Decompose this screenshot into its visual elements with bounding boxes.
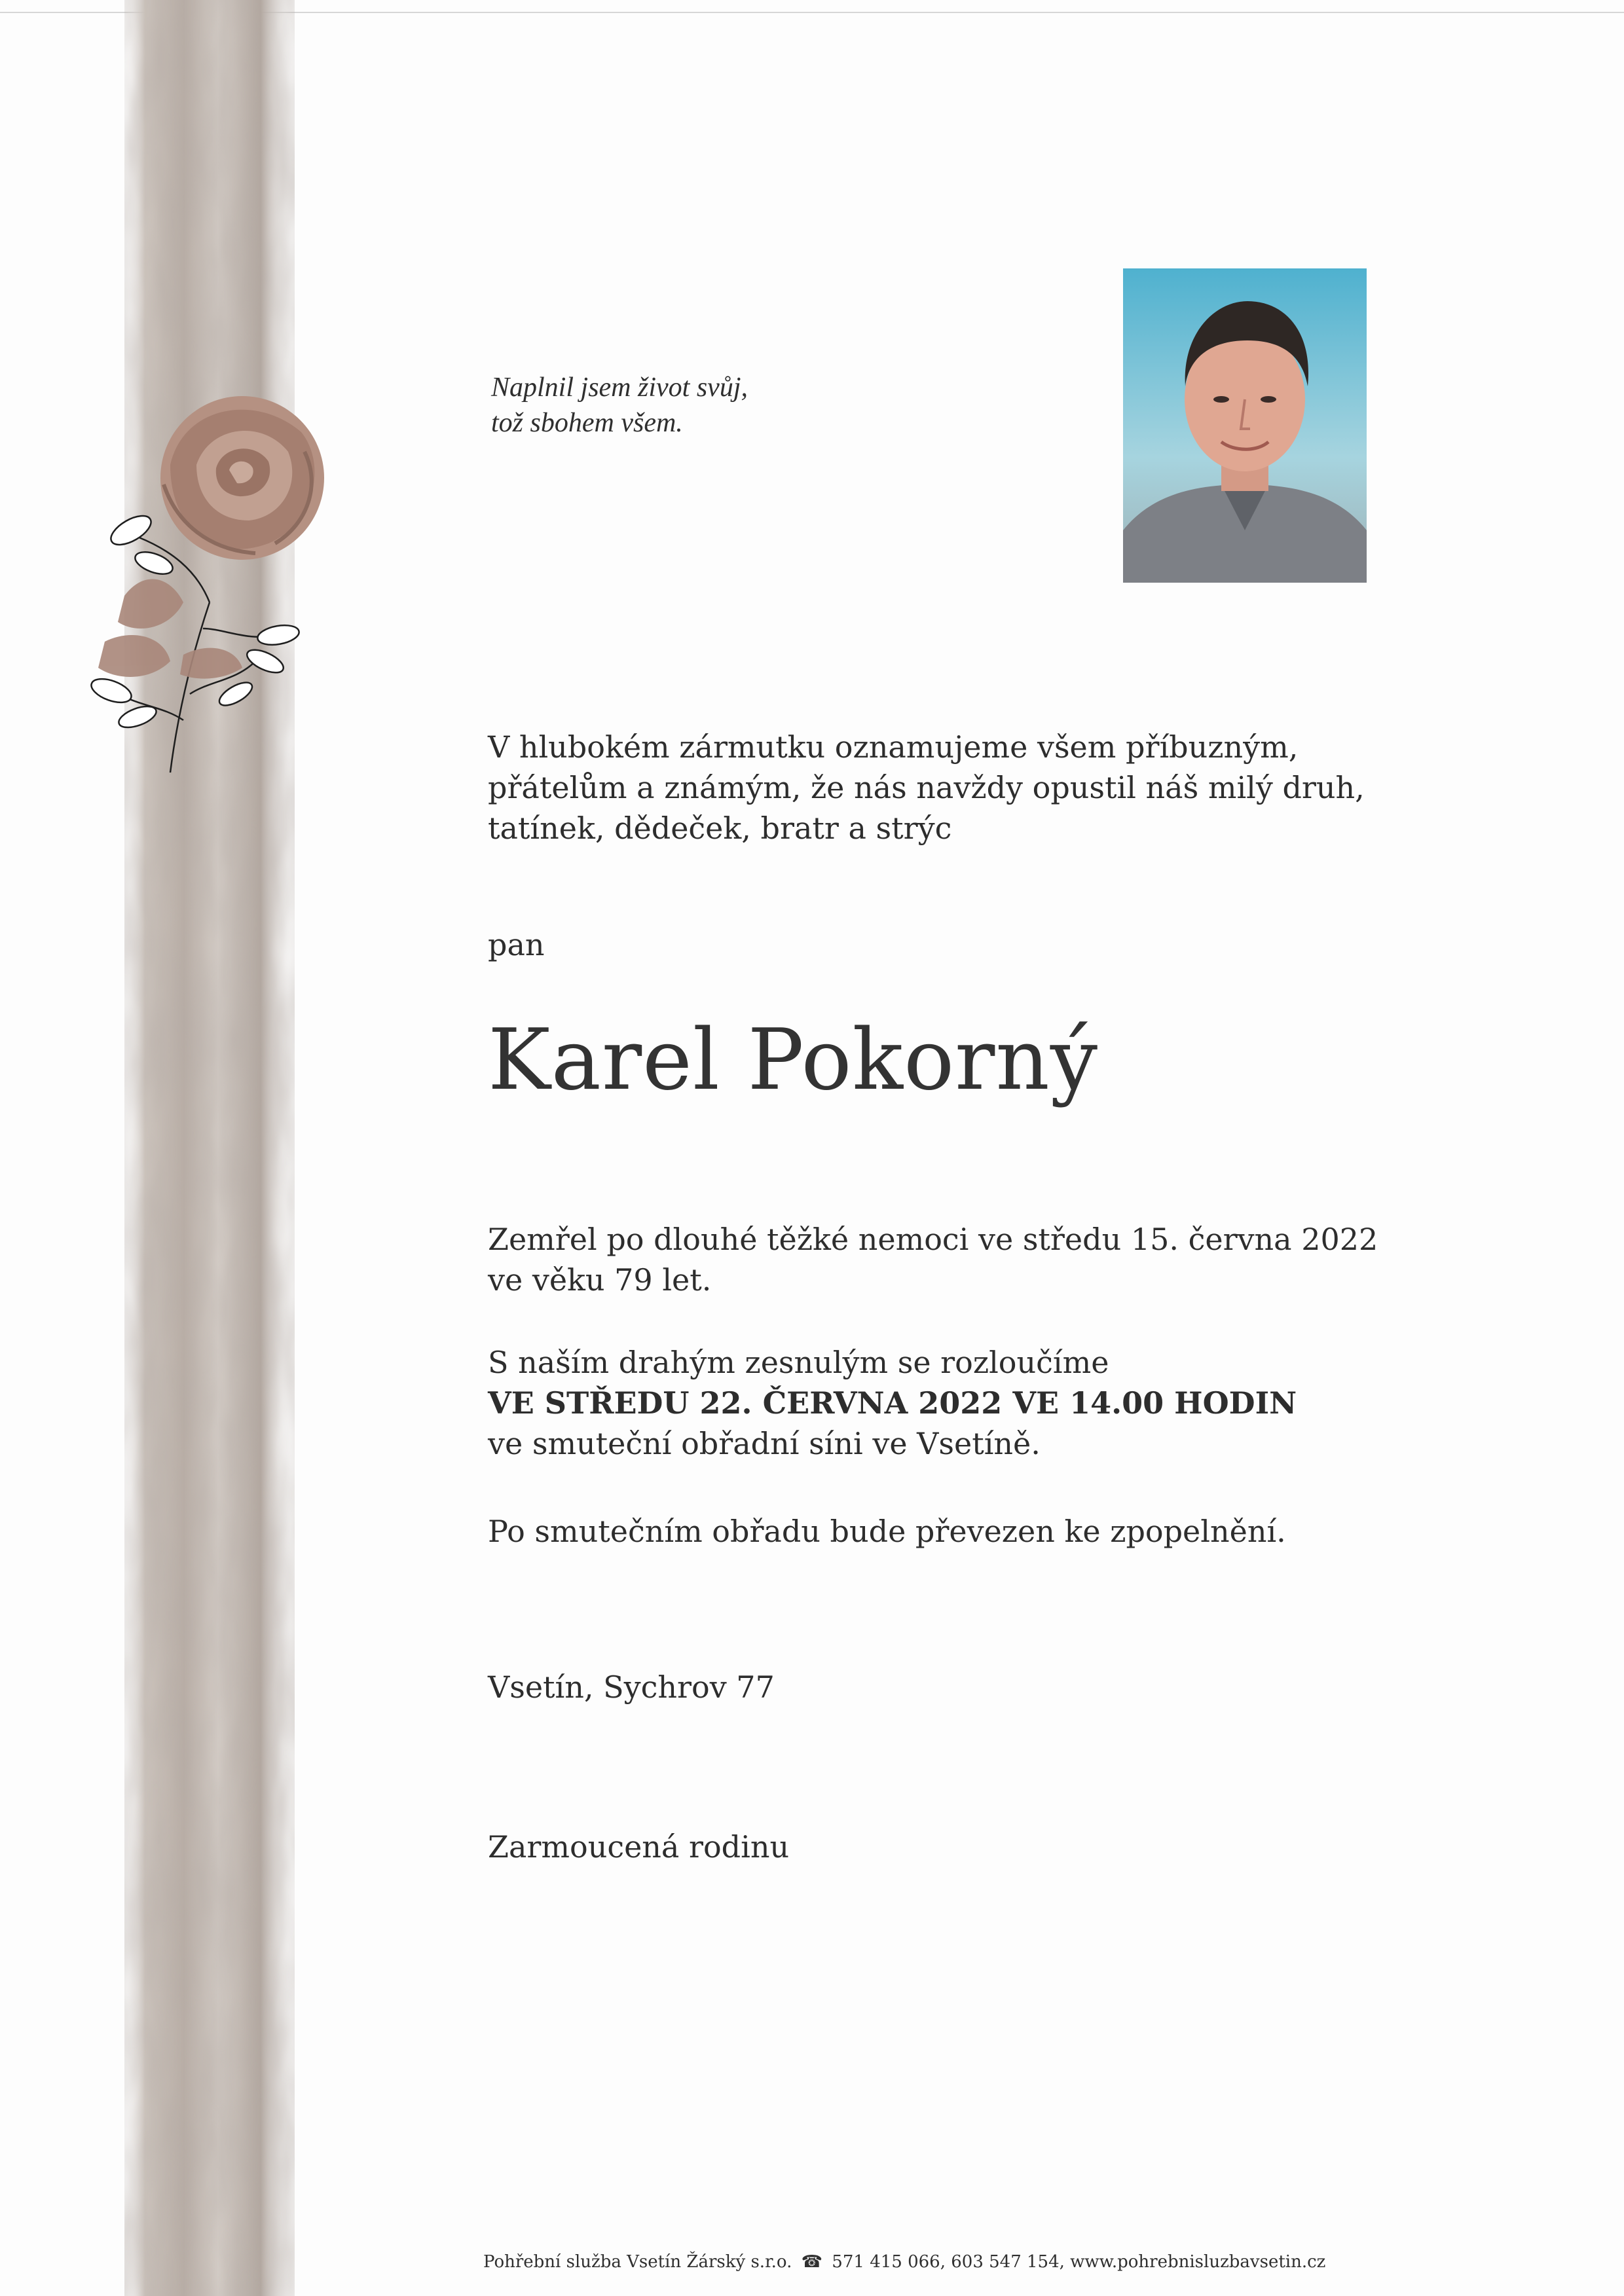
- announcement-line-3: tatínek, dědeček, bratr a strýc: [488, 811, 952, 846]
- death-line-2: ve věku 79 let.: [488, 1262, 712, 1298]
- rose-ornament: [39, 354, 380, 799]
- footer-website[interactable]: www.pohrebnisluzbavsetin.cz: [1070, 2252, 1326, 2272]
- honorific-title: pan: [488, 927, 545, 962]
- announcement-line-2: přátelům a známým, že nás navždy opustil náš milý druh,: [488, 770, 1365, 805]
- death-line-1: Zemřel po dlouhé těžké nemoci ve středu 15. června 2022: [488, 1222, 1378, 1257]
- phone-icon: ☎: [801, 2252, 823, 2272]
- footer: [483, 2251, 1325, 2273]
- farewell-date: VE STŘEDU 22. ČERVNA 2022 VE 14.00 HODIN: [488, 1385, 1297, 1421]
- farewell-line-1: S naším drahým zesnulým se rozloučíme: [488, 1345, 1109, 1380]
- footer-company: Pohřební služba Vsetín Žárský s.r.o.: [483, 2252, 792, 2272]
- announcement-line-1: V hlubokém zármutku oznamujeme všem příbuzným,: [488, 729, 1299, 765]
- decorative-strip: [98, 0, 314, 2296]
- cremation-note: Po smutečním obřadu bude převezen ke zpopelnění.: [488, 1514, 1286, 1549]
- family-signature: Zarmoucená rodinu: [488, 1829, 790, 1865]
- deceased-name: Karel Pokorný: [488, 1011, 1099, 1109]
- motto-quote: [491, 370, 748, 441]
- portrait-photo: [1123, 268, 1367, 583]
- address: Vsetín, Sychrov 77: [488, 1669, 775, 1705]
- footer-phones: 571 415 066, 603 547 154,: [832, 2252, 1065, 2272]
- farewell-line-3: ve smuteční obřadní síni ve Vsetíně.: [488, 1426, 1041, 1461]
- motto-line-1: Naplnil jsem život svůj,: [491, 373, 748, 403]
- motto-line-2: tož sbohem všem.: [491, 408, 683, 438]
